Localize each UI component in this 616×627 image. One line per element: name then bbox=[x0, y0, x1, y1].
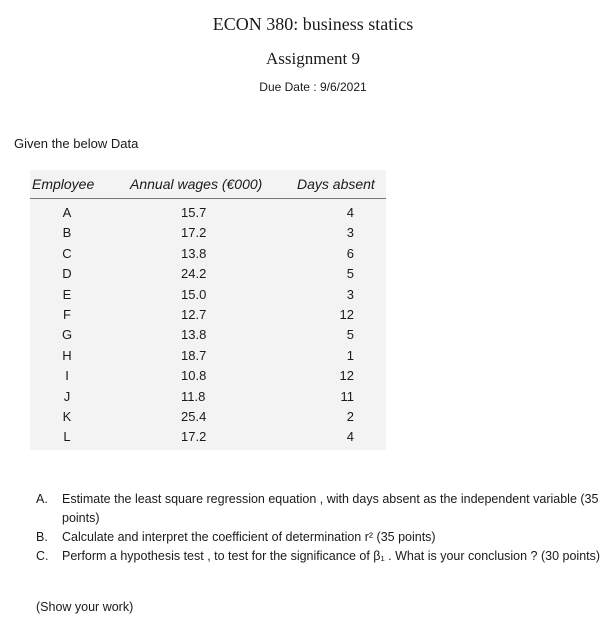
question-text: Estimate the least square regression equation , with days absent as the independent variable (35 points) bbox=[62, 492, 599, 525]
days-absent-header: Days absent bbox=[297, 176, 375, 192]
table-cell-employee: G bbox=[61, 327, 73, 343]
table-cell-wage: 12.7 bbox=[181, 306, 207, 322]
table-cell-days-absent: 5 bbox=[346, 327, 354, 343]
table-cell-employee: H bbox=[62, 347, 72, 363]
table-cell-days-absent: 3 bbox=[346, 286, 354, 302]
show-work-note: (Show your work) bbox=[36, 600, 134, 614]
table-cell-wage: 25.4 bbox=[181, 408, 207, 424]
table-cell-wage: 13.8 bbox=[181, 327, 207, 343]
assignment-title: Assignment 9 bbox=[266, 49, 360, 68]
table-cell-days-absent: 12 bbox=[339, 306, 354, 322]
header-rule bbox=[30, 198, 386, 199]
table-cell-days-absent: 5 bbox=[346, 266, 354, 282]
table-cell-wage: 24.2 bbox=[181, 266, 207, 282]
question-item bbox=[36, 547, 606, 566]
question-list bbox=[36, 490, 606, 566]
table-cell-wage: 13.8 bbox=[181, 245, 207, 261]
intro-text: Given the below Data bbox=[14, 136, 139, 151]
table-cell-employee: C bbox=[62, 245, 72, 261]
question-label: B. bbox=[36, 530, 48, 544]
question-label: A. bbox=[36, 492, 48, 506]
table-cell-days-absent: 6 bbox=[346, 245, 354, 261]
table-cell-employee: B bbox=[62, 225, 72, 241]
table-cell-wage: 17.2 bbox=[181, 225, 207, 241]
table-cell-employee: A bbox=[62, 205, 72, 220]
due-date: Due Date : 9/6/2021 bbox=[259, 80, 367, 94]
table-cell-wage: 10.8 bbox=[181, 368, 207, 384]
table-cell-days-absent: 4 bbox=[346, 429, 354, 445]
table-cell-employee: F bbox=[63, 306, 71, 322]
days-absent-column bbox=[306, 203, 354, 448]
table-cell-days-absent: 4 bbox=[346, 205, 354, 220]
table-cell-employee: K bbox=[62, 408, 72, 424]
table-cell-days-absent: 11 bbox=[340, 388, 354, 404]
table-cell-wage: 11.8 bbox=[181, 388, 206, 404]
question-text: Perform a hypothesis test , to test for the significance of β₁ . What is your conclusion ? (30 points) bbox=[62, 549, 601, 563]
table-cell-days-absent: 1 bbox=[346, 347, 354, 363]
question-text: Calculate and interpret the coefficient of determination r² (35 points) bbox=[62, 530, 436, 544]
wages-header: Annual wages (€000) bbox=[130, 176, 263, 192]
table-cell-employee: L bbox=[63, 429, 71, 445]
employee-header: Employee bbox=[32, 176, 95, 192]
table-cell-days-absent: 2 bbox=[346, 408, 354, 424]
question-label: C. bbox=[36, 549, 49, 563]
table-cell-employee: E bbox=[62, 286, 72, 302]
table-cell-wage: 15.7 bbox=[181, 205, 207, 220]
question-item bbox=[36, 490, 606, 528]
table-cell-days-absent: 12 bbox=[339, 368, 354, 384]
wages-column bbox=[181, 203, 241, 448]
table-cell-employee: J bbox=[63, 388, 71, 404]
table-cell-employee: D bbox=[62, 266, 72, 282]
table-cell-employee: I bbox=[65, 368, 69, 384]
course-title: ECON 380: business statics bbox=[212, 14, 414, 34]
employee-column bbox=[30, 203, 104, 448]
table-cell-wage: 17.2 bbox=[181, 429, 207, 445]
table-cell-wage: 18.7 bbox=[181, 347, 207, 363]
table-cell-days-absent: 3 bbox=[346, 225, 354, 241]
table-cell-wage: 15.0 bbox=[181, 286, 207, 302]
question-item bbox=[36, 528, 606, 547]
data-table bbox=[30, 170, 386, 450]
